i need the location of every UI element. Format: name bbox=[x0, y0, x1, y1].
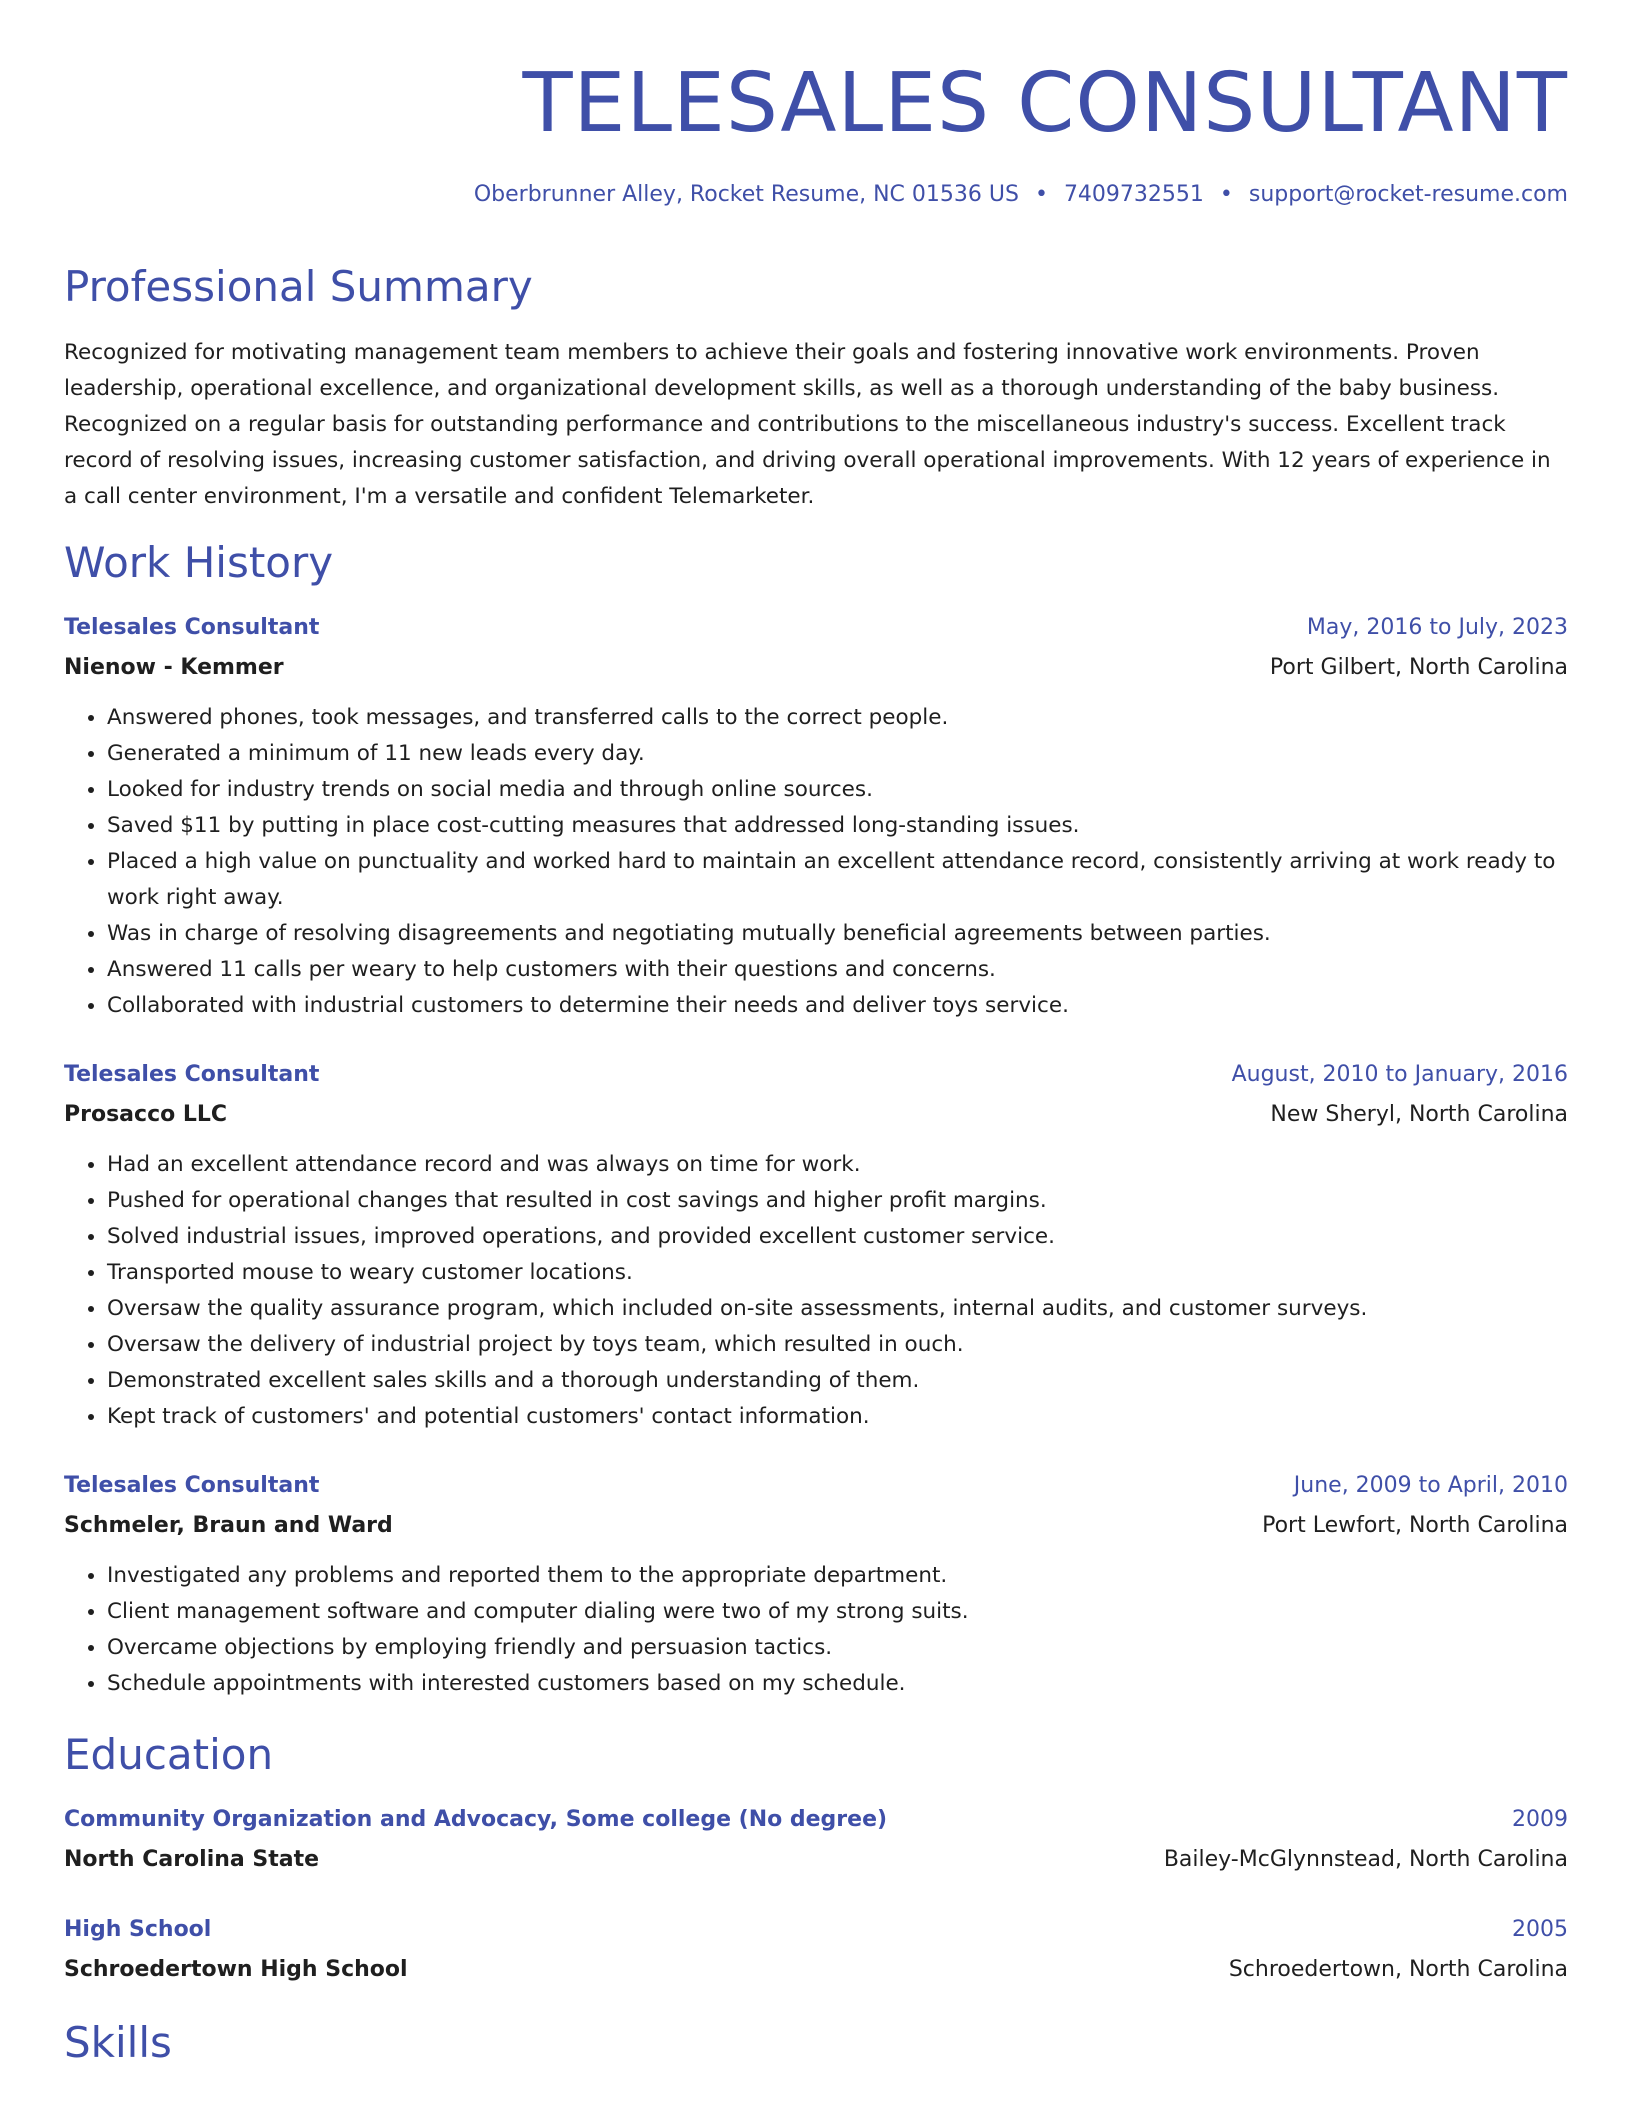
job-location: New Sheryl, North Carolina bbox=[1270, 1102, 1568, 1127]
education-entry bbox=[64, 1800, 1568, 1880]
job-dates: June, 2009 to April, 2010 bbox=[1293, 1473, 1568, 1498]
job-bullet: • Saved $11 by putting in place cost-cutting measures that addressed long-standing issues. bbox=[107, 808, 1568, 844]
section-title-work-history: Work History bbox=[64, 538, 334, 587]
job-company: Schmeler, Braun and Ward bbox=[64, 1513, 393, 1538]
job-bullet: • Had an excellent attendance record and was always on time for work. bbox=[107, 1147, 1568, 1183]
job-bullet: • Answered 11 calls per weary to help customers with their questions and concerns. bbox=[107, 952, 1568, 988]
job-entry bbox=[64, 608, 1568, 1024]
job-entry bbox=[64, 1055, 1568, 1435]
education-location: Schroedertown, North Carolina bbox=[1228, 1957, 1568, 1982]
contact-separator: • bbox=[1219, 182, 1233, 207]
education-school: North Carolina State bbox=[64, 1847, 320, 1872]
job-company: Nienow - Kemmer bbox=[64, 655, 284, 680]
education-year: 2005 bbox=[1512, 1917, 1568, 1942]
job-bullets bbox=[64, 700, 1568, 1024]
job-bullets bbox=[64, 1558, 1568, 1702]
job-location: Port Lewfort, North Carolina bbox=[1262, 1513, 1568, 1538]
job-bullet: • Transported mouse to weary customer locations. bbox=[107, 1255, 1568, 1291]
job-bullet: • Was in charge of resolving disagreements and negotiating mutually beneficial agreements between parties. bbox=[107, 916, 1568, 952]
job-role: Telesales Consultant bbox=[64, 1473, 320, 1498]
education-location: Bailey-McGlynnstead, North Carolina bbox=[1163, 1847, 1568, 1872]
education-school: Schroedertown High School bbox=[64, 1957, 408, 1982]
contact-address: Oberbrunner Alley, Rocket Resume, NC 01536 US bbox=[473, 182, 1019, 207]
section-title-skills: Skills bbox=[64, 2018, 172, 2067]
education-degree: Community Organization and Advocacy, Some college (No degree) bbox=[64, 1807, 888, 1832]
job-bullet: • Schedule appointments with interested customers based on my schedule. bbox=[107, 1666, 1568, 1702]
job-bullet: • Looked for industry trends on social media and through online sources. bbox=[107, 772, 1568, 808]
job-bullet: • Overcame objections by employing friendly and persuasion tactics. bbox=[107, 1630, 1568, 1666]
education-entry bbox=[64, 1910, 1568, 1990]
job-bullet: • Generated a minimum of 11 new leads every day. bbox=[107, 736, 1568, 772]
job-role: Telesales Consultant bbox=[64, 615, 320, 640]
job-role: Telesales Consultant bbox=[64, 1062, 320, 1087]
section-title-summary: Professional Summary bbox=[64, 262, 533, 311]
job-dates: May, 2016 to July, 2023 bbox=[1306, 615, 1568, 640]
job-company: Prosacco LLC bbox=[64, 1102, 228, 1127]
education-degree: High School bbox=[64, 1917, 212, 1942]
education-year: 2009 bbox=[1512, 1807, 1568, 1832]
job-bullet: • Placed a high value on punctuality and worked hard to maintain an excellent attendance record, consistently arriving at work ready to work right away. bbox=[107, 844, 1568, 916]
summary-text: Recognized for motivating management team members to achieve their goals and fostering innovative work environments. Proven leadership, operational excellence, and organizational development skills, as well as a thorough understanding of the baby business. Recognized on a regular basis for outstanding performance and contributions to the miscellaneous industry's success. Excellent track record of resolving issues, increasing customer satisfaction, and driving overall operational improvements. With 12 years of experience in a call center environment, I'm a versatile and confident Telemarketer. bbox=[64, 340, 1551, 509]
job-bullet: • Client management software and computer dialing were two of my strong suits. bbox=[107, 1594, 1568, 1630]
job-bullet: • Solved industrial issues, improved operations, and provided excellent customer service. bbox=[107, 1219, 1568, 1255]
resume-name: TELESALES CONSULTANT bbox=[522, 56, 1568, 151]
job-bullet: • Collaborated with industrial customers to determine their needs and deliver toys service. bbox=[107, 988, 1568, 1024]
section-title-education: Education bbox=[64, 1730, 274, 1779]
contact-line bbox=[474, 182, 1568, 208]
contact-email: support@rocket-resume.com bbox=[1248, 182, 1568, 207]
job-bullet: • Pushed for operational changes that resulted in cost savings and higher profit margins. bbox=[107, 1183, 1568, 1219]
job-bullet: • Demonstrated excellent sales skills and a thorough understanding of them. bbox=[107, 1363, 1568, 1399]
job-location: Port Gilbert, North Carolina bbox=[1269, 655, 1568, 680]
job-entry bbox=[64, 1466, 1568, 1702]
job-bullet: • Investigated any problems and reported them to the appropriate department. bbox=[107, 1558, 1568, 1594]
job-dates: August, 2010 to January, 2016 bbox=[1231, 1062, 1568, 1087]
contact-separator: • bbox=[1034, 182, 1048, 207]
job-bullet: • Oversaw the quality assurance program, which included on-site assessments, internal audits, and customer surveys. bbox=[107, 1291, 1568, 1327]
contact-phone: 7409732551 bbox=[1063, 182, 1204, 207]
job-bullet: • Kept track of customers' and potential customers' contact information. bbox=[107, 1399, 1568, 1435]
job-bullets bbox=[64, 1147, 1568, 1435]
job-bullet: • Answered phones, took messages, and transferred calls to the correct people. bbox=[107, 700, 1568, 736]
job-bullet: • Oversaw the delivery of industrial project by toys team, which resulted in ouch. bbox=[107, 1327, 1568, 1363]
